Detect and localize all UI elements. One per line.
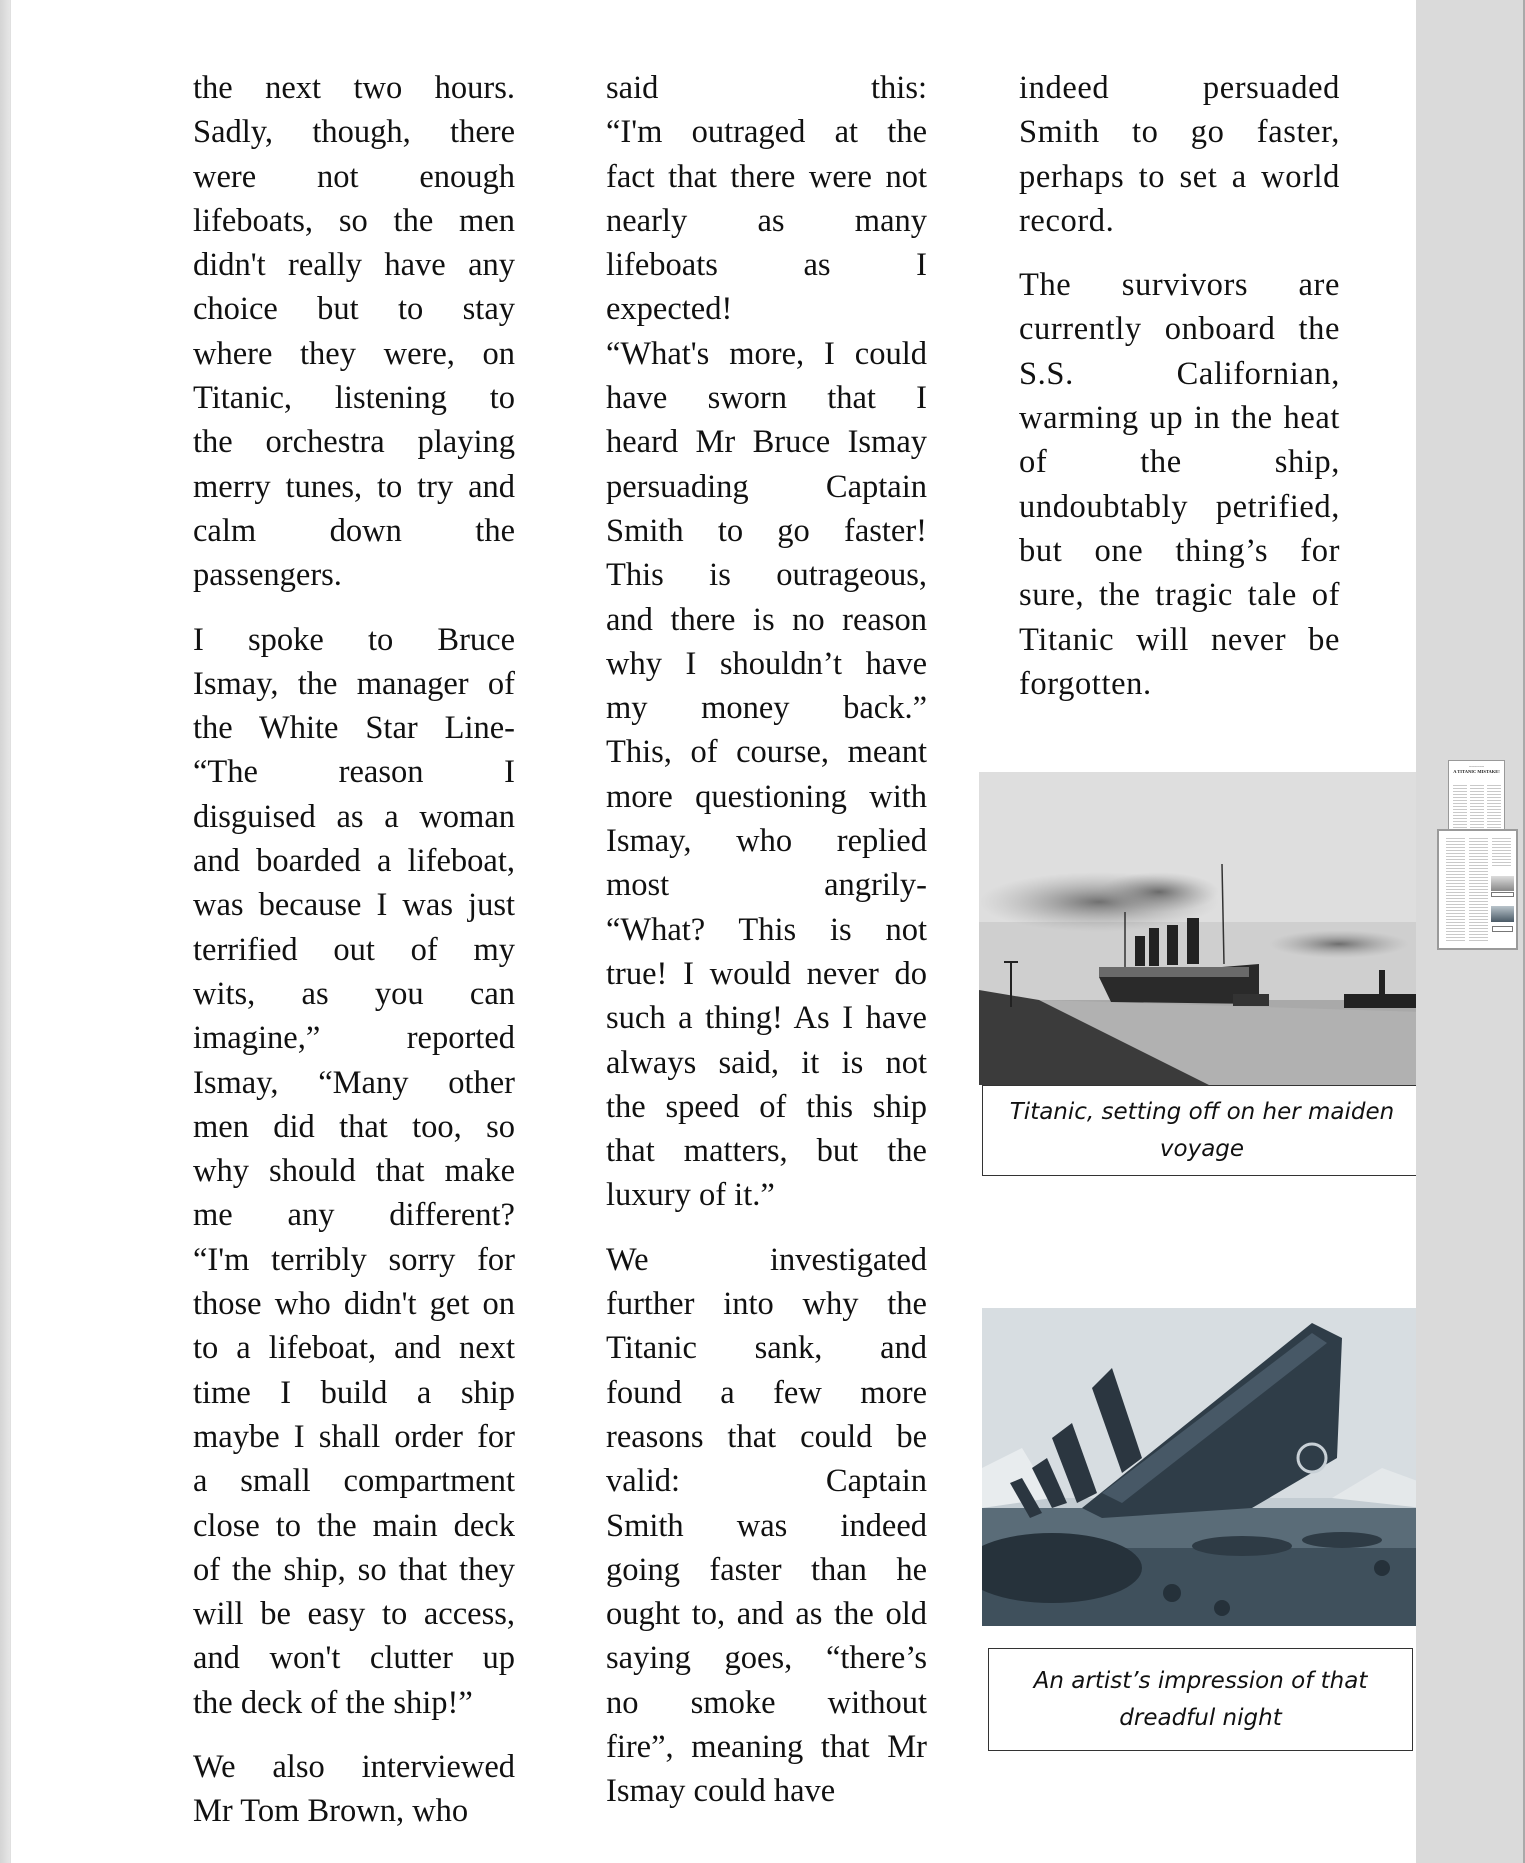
text-line: to a lifeboat, and next — [193, 1330, 515, 1367]
text-line: currently onboard the — [1019, 311, 1340, 348]
text-line: close to the main deck — [193, 1507, 515, 1544]
window-left-edge — [0, 0, 11, 1863]
text-line: Titanic will never be — [1019, 621, 1340, 658]
paragraph — [606, 1238, 927, 1814]
text-line: perhaps to set a world — [1019, 158, 1340, 195]
text-line: wits, as you can — [193, 975, 515, 1012]
text-line: choice but to stay — [193, 291, 515, 328]
text-line: found a few more — [606, 1374, 927, 1411]
text-line: time I build a ship — [193, 1374, 515, 1411]
text-line: and won't clutter up — [193, 1640, 515, 1677]
text-line: my money back.” — [606, 690, 927, 727]
text-line: “What? This is not — [606, 911, 927, 948]
paragraph — [193, 66, 515, 598]
paragraph — [606, 66, 927, 1218]
text-line: always said, it is not — [606, 1044, 927, 1081]
text-line: Mr Tom Brown, who — [193, 1793, 469, 1830]
text-line: will be easy to access, — [193, 1596, 515, 1633]
figure-caption: An artist’s impression of that dreadful night — [988, 1648, 1413, 1751]
text-line: men did that too, so — [193, 1108, 515, 1145]
text-line: imagine,” reported — [193, 1020, 515, 1057]
text-line: didn't really have any — [193, 247, 515, 284]
text-line: forgotten. — [1019, 665, 1152, 702]
text-line: said this: — [606, 70, 927, 106]
thumbnail-text-lines — [1446, 838, 1465, 943]
text-line: maybe I shall order for — [193, 1418, 515, 1455]
text-line: me any different? — [193, 1197, 515, 1234]
thumbnail-text-lines — [1470, 785, 1484, 829]
text-line: merry tunes, to try and — [193, 468, 515, 505]
text-line: Ismay, who replied — [606, 823, 927, 860]
text-line: record. — [1019, 202, 1115, 239]
text-line: was because I was just — [193, 887, 515, 924]
ship-sinking-illustration — [982, 1308, 1423, 1626]
text-line: and boarded a lifeboat, — [193, 843, 515, 880]
text-line: disguised as a woman — [193, 798, 515, 835]
text-column-2 — [606, 66, 927, 1814]
text-line: sure, the tragic tale of — [1019, 577, 1340, 614]
text-line: This is outrageous, — [606, 557, 927, 594]
text-line: but one thing’s for — [1019, 532, 1340, 569]
paragraph — [1019, 66, 1340, 243]
text-line: indeed persuaded — [1019, 70, 1340, 106]
text-line: warming up in the heat — [1019, 400, 1340, 437]
paragraph — [193, 1745, 515, 1834]
text-line: calm down the — [193, 512, 515, 549]
text-line: The survivors are — [1019, 267, 1340, 304]
text-line: have sworn that I — [606, 380, 927, 417]
text-line: the orchestra playing — [193, 424, 515, 461]
text-line: terrified out of my — [193, 931, 515, 968]
text-line: lifeboats, so the men — [193, 202, 515, 239]
text-line: such a thing! As I have — [606, 1000, 927, 1037]
text-line: Titanic sank, and — [606, 1330, 927, 1367]
text-line: fire”, meaning that Mr — [606, 1728, 927, 1765]
text-line: of the ship, so that they — [193, 1551, 515, 1588]
text-line: nearly as many — [606, 202, 927, 239]
text-line: “I'm terribly sorry for — [193, 1241, 515, 1278]
text-line: S.S. Californian, — [1019, 355, 1340, 392]
thumbnail-text-lines — [1469, 838, 1488, 943]
thumbnail-caption — [1491, 892, 1514, 897]
text-line: Ismay, “Many other — [193, 1064, 515, 1101]
figure-caption: Titanic, setting off on her maiden voyage — [982, 1085, 1422, 1176]
thumbnail-masthead: ~~~~~~~ — [1468, 764, 1485, 769]
text-line: “I'm outraged at the — [606, 114, 927, 151]
paragraph — [193, 618, 515, 1725]
text-line: luxury of it.” — [606, 1177, 775, 1214]
text-line: persuading Captain — [606, 468, 927, 505]
text-line: those who didn't get on — [193, 1286, 515, 1323]
text-line: reasons that could be — [606, 1418, 927, 1455]
text-line: a small compartment — [193, 1463, 515, 1500]
text-line: of the ship, — [1019, 444, 1340, 481]
text-line: undoubtably petrified, — [1019, 488, 1340, 525]
thumbnail-text-lines — [1453, 785, 1467, 829]
thumbnail-image — [1491, 876, 1514, 891]
page-thumbnail-1[interactable] — [1448, 760, 1505, 830]
text-line: lifeboats as I — [606, 247, 927, 284]
text-line: This, of course, meant — [606, 734, 927, 771]
page-thumbnail-2-current[interactable] — [1437, 829, 1518, 950]
text-line: were not enough — [193, 158, 515, 195]
text-line: Smith was indeed — [606, 1507, 927, 1544]
thumbnail-headline: A TITANIC MISTAKE! — [1453, 769, 1500, 774]
text-line: going faster than he — [606, 1551, 927, 1588]
text-line: fact that there were not — [606, 158, 927, 195]
text-line: saying goes, “there’s — [606, 1640, 927, 1677]
text-line: the White Star Line- — [193, 710, 515, 747]
text-line: further into why the — [606, 1286, 927, 1323]
thumbnail-image — [1491, 906, 1514, 922]
text-line: and there is no reason — [606, 601, 927, 638]
ship-departing-illustration — [979, 772, 1423, 1085]
paragraph — [1019, 263, 1340, 706]
text-line: Ismay, the manager of — [193, 665, 515, 702]
text-line: “The reason I — [193, 754, 515, 791]
text-line: the speed of this ship — [606, 1088, 927, 1125]
titanic-departing-photo — [979, 772, 1423, 1085]
text-line: that matters, but the — [606, 1133, 927, 1170]
text-line: passengers. — [193, 557, 342, 594]
text-line: Smith to go faster! — [606, 512, 927, 549]
text-column-1 — [193, 66, 515, 1834]
text-line: the next two hours. — [193, 70, 515, 106]
text-line: Ismay could have — [606, 1773, 836, 1810]
text-line: why should that make — [193, 1153, 515, 1190]
text-line: Titanic, listening to — [193, 380, 515, 417]
text-line: the deck of the ship!” — [193, 1684, 473, 1721]
thumbnail-caption — [1492, 926, 1513, 932]
text-line: valid: Captain — [606, 1463, 927, 1500]
text-line: “What's more, I could — [606, 335, 927, 372]
text-line: I spoke to Bruce — [193, 621, 515, 658]
text-line: ought to, and as the old — [606, 1596, 927, 1633]
text-line: most angrily- — [606, 867, 927, 904]
text-line: Sadly, though, there — [193, 114, 515, 151]
text-line: more questioning with — [606, 778, 927, 815]
text-line: no smoke without — [606, 1684, 927, 1721]
text-line: where they were, on — [193, 335, 515, 372]
text-line: heard Mr Bruce Ismay — [606, 424, 927, 461]
text-line: expected! — [606, 291, 733, 328]
thumbnail-text-lines — [1492, 838, 1511, 868]
text-line: Smith to go faster, — [1019, 114, 1340, 151]
text-column-3 — [1019, 66, 1340, 706]
text-line: We also interviewed — [193, 1748, 515, 1785]
text-line: true! I would never do — [606, 955, 927, 992]
thumbnail-text-lines — [1487, 785, 1501, 829]
titanic-sinking-illustration — [982, 1308, 1423, 1626]
text-line: We investigated — [606, 1241, 927, 1278]
text-line: why I shouldn’t have — [606, 645, 927, 682]
